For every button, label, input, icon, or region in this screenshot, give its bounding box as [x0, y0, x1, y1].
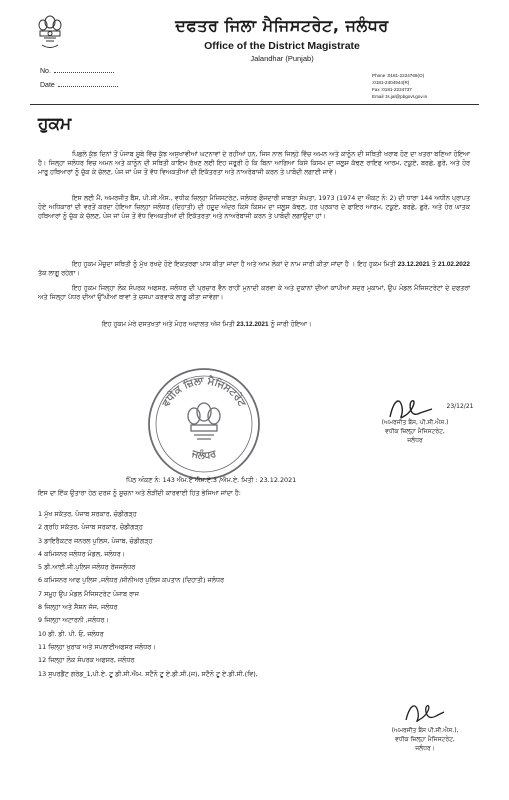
- reference-number-label: No.: [40, 68, 51, 75]
- state-emblem-icon: [36, 14, 64, 54]
- signature-1-block: [350, 418, 480, 445]
- seal-bottom-text: ਜਲੰਧਰ: [190, 448, 218, 462]
- paragraph-3: ਇਹ ਹੁਕਮ ਮੌਜੂਦਾ ਸਥਿਤੀ ਨੂੰ ਮੁੱਖ ਰਖਦੇ ਹੋਏ ਇਕਤਰਫਾ ਪਾਸ ਕੀਤਾ ਜਾਂਦਾ ਹੈ ਅਤੇ ਆਮ ਲੋਕਾਂ ਦੇ ਨਾਮ ਜਾਰੀ ਕੀਤਾ ਜਾਂਦਾ ਹੈ । ਇਹ ਹੁਕਮ ਮਿਤੀ 23.12.2021 ਤੋ 21.02.2022 ਤੱਕ ਲਾਗੂ ਰਹੇਗਾ।: [38, 260, 470, 277]
- date-label: Date: [40, 82, 55, 89]
- paragraph-2: ਇਸ ਲਈ ਮੈਂ, ਅਮਰਜੀਤ ਬੈਂਸ, ਪੀ.ਸੀ.ਐਸ., ਵਧੀਕ ਜ਼ਿਲ੍ਹਾ ਮੈਜਿਸਟਰੇਟ, ਜਲੰਧਰ ਫੌਜਦਾਰੀ ਜਾਬਤਾ ਸੰਘਤਾ, 1973 (1974 ਦਾ ਐਕਟ ਨੰ: 2) ਦੀ ਧਾਰਾ 144 ਅਧੀਨ ਪ੍ਰਾਪਤ ਹੋਏ ਅਧਿਕਾਰਾਂ ਦੀ ਵਰਤੋਂ ਕਰਦਾ ਹੋਇਆ ਜ਼ਿਲ੍ਹਾ ਜਲੰਧਰ (ਦਿਹਾਤੀ) ਦੀ ਹਦੂਦ ਅੰਦਰ ਕਿਸੇ ਕਿਸਮ ਦਾ ਜਲੂਸ ਕੱਢਣ, ਹਰ ਪ੍ਰਕਾਰ ਦੇ ਫਾਇਰ ਆਰਮ, ਟਕੂਏ, ਬਰਛੇ, ਛੁਰੇ, ਅਤੇ ਹੋਰ ਘਾਤਕ ਹਥਿਆਰਾਂ ਨੂੰ ਚੁੱਕ ਕੇ ਚੱਲਣ, ਪੰਜ ਜਾਂ ਪੰਜ ਤੋਂ ਵੱਧ ਵਿਅਕਤੀਆਂ ਦੀ ਇਕੱਤਰਤਾ ਅਤੇ ਨਾਅਰੇਬਾਜੀ ਕਰਨ ਤੇ ਪਾਬੰਦੀ ਲਗਾਉਂਦਾ ਹਾਂ।: [38, 194, 470, 220]
- distribution-intro: ਇਸ ਦਾ ਇੱਕ ਉਤਾਰਾ ਹੇਠ ਦਰਜ ਨੂੰ ਸੂਚਨਾ ਅਤੇ ਲੋੜੀਂਦੀ ਕਾਰਵਾਈ ਹਿਤ ਭੇਜਿਆ ਜਾਂਦਾ ਹੈ:: [38, 489, 241, 497]
- reference-number-field: [40, 68, 114, 75]
- contact-phone-office: Phone :0181-2224769(O): [372, 73, 425, 78]
- endorsement-number: ਪਿੱਠ ਅੰਕਣ ਨੰ: 143 ਐਮ.ਏ ਐਮ.ਏ.3 /ਐਮ.ਏ. ਮਿਤੀ : 23.12.2021: [126, 476, 297, 484]
- signatory-place-1: ਜਲੰਧਰ: [407, 437, 423, 444]
- paragraph-1: ਪਿਛਲੇ ਕੁੱਝ ਦਿਨਾਂ ਤੋਂ ਪੰਜਾਬ ਸੂਬੇ ਵਿੱਚ ਕੁੱਝ ਅਸੁਖਾਵੀਆਂ ਘਟਨਾਵਾਂ ਦੇ ਰਹੀਆਂ ਹਨ, ਜਿਸ ਨਾਲ ਜਿਲ੍ਹੇ ਵਿੱਚ ਅਮਨ ਅਤੇ ਕਾਨੂੰਨ ਦੀ ਸਥਿਤੀ ਖਰਾਬ ਹੋਣ ਦਾ ਖਤਰਾ ਬਣਿਆ ਹੋਇਆ ਹੈ। ਜਿਲ੍ਹਾ ਜਲੰਧਰ ਵਿਚ ਅਮਨ ਅਤੇ ਕਾਨੂੰਨ ਦੀ ਸਥਿਤੀ ਕਾਇਮ ਰੱਖਣ ਲਈ ਇਹ ਜਰੂਰੀ ਹੋ ਕਿ ਬਿਨਾ ਆਗਿਆ ਕਿਸੇ ਕਿਸਮ ਦਾ ਜਲੂਸ ਕੱਢਣ ਰਾਇਫ ਆਰਮ, ਟਕੂਏ, ਬਰਛੇ, ਛੁਰੇ, ਅਤੇ ਹੋਰ ਮਾਰੂ ਹਥਿਆਰਾਂ ਨੂੰ ਚੁੱਕ ਕੇ ਚੱਲਣ, ਪੰਜ ਜਾਂ ਪੰਜ ਤੋਂ ਵੱਧ ਵਿਅਕਤੀਆਂ ਦੀ ਇਕੱਤਰਤਾ ਅਤੇ ਨਾਅਰੇਬਾਜੀ ਕਰਨ ਤੇ ਪਾਬੰਦੀ ਲਗਾਈ ਜਾਵੇ।: [38, 150, 470, 176]
- signatory-designation-1: ਵਧੀਕ ਜ਼ਿਲ੍ਹਾ ਮੈਜਿਸਟਰੇਟ,: [385, 428, 445, 435]
- list-item: 2 ਗ੍ਰਹਿ ਸਕੱਤਰ, ਪੰਜਾਬ ਸਰਕਾਰ, ਚੰਡੀਗੜ੍ਹ: [38, 523, 143, 532]
- office-title-english: Office of the District Magistrate: [204, 40, 360, 52]
- list-item: 11 ਜ਼ਿਲ੍ਹਾ ਖੁਰਾਕ ਅਤੇ ਸਪਲਾਈਅਫਸਰ ਜਲੰਧਰ।: [38, 642, 156, 651]
- signatory-name-1: (ਅਮਰਜੀਤ ਬੈਂਸ, ਪੀ.ਸੀ.ਐਸ.): [381, 419, 449, 426]
- paragraph-4: ਇਹ ਹੁਕਮ ਜਿਲ੍ਹਾ ਲੋਕ ਸੰਪਰਕ ਅਫਸਰ, ਜਲੰਧਰ ਦੀ ਪ੍ਰਚਾਰ ਵੈਨ ਰਾਹੀਂ ਮੁਨਾਦੀ ਕਰਵਾ ਕੇ ਅਤੇ ਦੁਕਾਨਾਂ ਦੀਆਂ ਕਾਪੀਆਂ ਸਦਰ ਮੁਕਾਮਾਂ, ਉਪ ਮੰਡਲ ਮੈਜਿਸਟਰੇਟਾਂ ਦੇ ਦਫਤਰਾਂ ਅਤੇ ਜਿਲ੍ਹਾ ਪੱਧਰ ਦੀਆਂ ਉੱਘੀਆਂ ਥਾਵਾਂ ਤੇ ਚਸਪਾ ਕਰਵਾਕੇ ਲਾਗੂ ਕੀਤਾ ਜਾਵੇਗਾ।: [38, 284, 470, 301]
- date-field: [40, 82, 118, 89]
- signature-2-icon: [402, 700, 448, 728]
- signature-1-date: 23/12/21: [446, 403, 474, 410]
- contact-email: Email :ts.jal@pbgovt.gov.in: [372, 94, 428, 99]
- office-city: Jalandhar (Punjab): [250, 54, 314, 63]
- list-item: 5 ਡੀ.ਆਈ.ਜੀ.ਪੁਲਿਸ ਜਲੰਧਰ ਰੇਂਜਜਲੰਧਰ: [38, 563, 136, 572]
- official-seal: [146, 366, 262, 482]
- list-item: 7 ਸਮੂਹ ਉਪ ਮੰਡਲ ਮੈਜਿਸਟਰੇਟ ਪੰਜਾਬ ਰਾਜ: [38, 589, 139, 598]
- signatory-name-2: (ਅਮਰਜੀਤ ਬੈਂਸ ਪੀ.ਸੀ.ਐਸ.),: [391, 727, 459, 734]
- issue-date: 23.12.2021: [236, 321, 269, 328]
- paragraph-5: ਇਹ ਹੁਕਮ ਮੇਰੇ ਦਸਤਖਤਾਂ ਅਤੇ ਮੋਹਰ ਅਦਾਲਤ ਅੱਜ ਮਿਤੀ 23.12.2021 ਨੂੰ ਜਾਰੀ ਹੋਇਆ।: [102, 320, 312, 328]
- list-item: 9 ਜਿਲ੍ਹਾ ਅਟਾਰਨੀ ,ਜਲੰਧਰ।: [38, 616, 109, 625]
- signatory-place-2: ਜਲੰਧਰ।: [415, 745, 435, 752]
- recipient-list: [38, 508, 258, 681]
- signature-2-block: [360, 726, 490, 753]
- seal-emblem-icon: [188, 403, 220, 439]
- header-divider: [30, 104, 479, 105]
- list-item: 6 ਕਮਿਸ਼ਨਰ ਆਫ ਪੁਲਿਸ ,ਜਲੰਧਰ /ਸੀਨੀਅਰ ਪੁਲਿਸ ਕਪਤਾਨ (ਦਿਹਾਤੀ) ਜਲੰਧਰ: [38, 576, 224, 585]
- list-item: 12 ਜਿਲ੍ਹਾ ਲੋਕ ਸੰਪਰਕ ਅਫਸਰ, ਜਲੰਧਰ: [38, 656, 135, 665]
- list-item: 1 ਮੁੱਖ ਸਕੱਤਰ, ਪੰਜਾਬ ਸਰਕਾਰ, ਚੰਡੀਗੜ੍ਹ: [38, 510, 137, 518]
- list-item: 8 ਜਿਲ੍ਹਾ ਅਤੇ ਸੈਸ਼ਨ ਜੱਜ, ਜਲੰਧਰ: [38, 603, 118, 612]
- signatory-designation-2: ਵਧੀਕ ਜ਼ਿਲ੍ਹਾ ਮੈਜਿਸਟਰੇਟ,: [395, 736, 455, 743]
- office-title-punjabi: ਦਫਤਰ ਜਿਲਾ ਮੈਜਿਸਟਰੇਟ, ਜਲੰਧਰ: [175, 16, 389, 35]
- seal-text: ਵਧੀਕ ਜ਼ਿਲਾ ਮੈਜਿਸਟਰੇਟ: [160, 375, 248, 409]
- contact-phone-residence: :0181-2404944(R): [372, 80, 410, 85]
- contact-block: [372, 72, 427, 100]
- list-item: 4 ਕਮਿਸ਼ਨਰ ਜਲੰਧਰ ਮੰਡਲ, ਜਲੰਧਰ।: [38, 549, 126, 558]
- svg-text:ਜਲੰਧਰ: [190, 448, 219, 462]
- list-item: 13 ਸੁਪਰਡੈਂਟ ਗਰੇਡ_1,ਪੀ.ਏ. ਟੂ ਡੀ.ਸੀ.ਐਮ. ਸਟੈਨੋ ਟੂ ਏ.ਡੀ.ਸੀ.(ਜ), ਸਟੈਨੋ ਟੂ ਏ.ਡੀ.ਸੀ.(ਵਿ),: [38, 669, 258, 678]
- contact-fax: Fax :0181-2224737: [372, 87, 412, 92]
- validity-from-date: 23.12.2021: [397, 261, 430, 268]
- order-title: ਹੁਕਮ: [38, 114, 72, 134]
- validity-to-date: 21.02.2022: [437, 261, 470, 268]
- list-item: 10 ਡੀ. ਡੀ. ਪੀ. ਓ, ਜਲੰਧਰ: [38, 629, 104, 638]
- list-item: 3 ਡਾਇਰੈਕਟਰ ਜਨਰਲ ਪੁਲਿਸ, ਪੰਜਾਬ, ਚੰਡੀਗੜ੍ਹ: [38, 536, 153, 545]
